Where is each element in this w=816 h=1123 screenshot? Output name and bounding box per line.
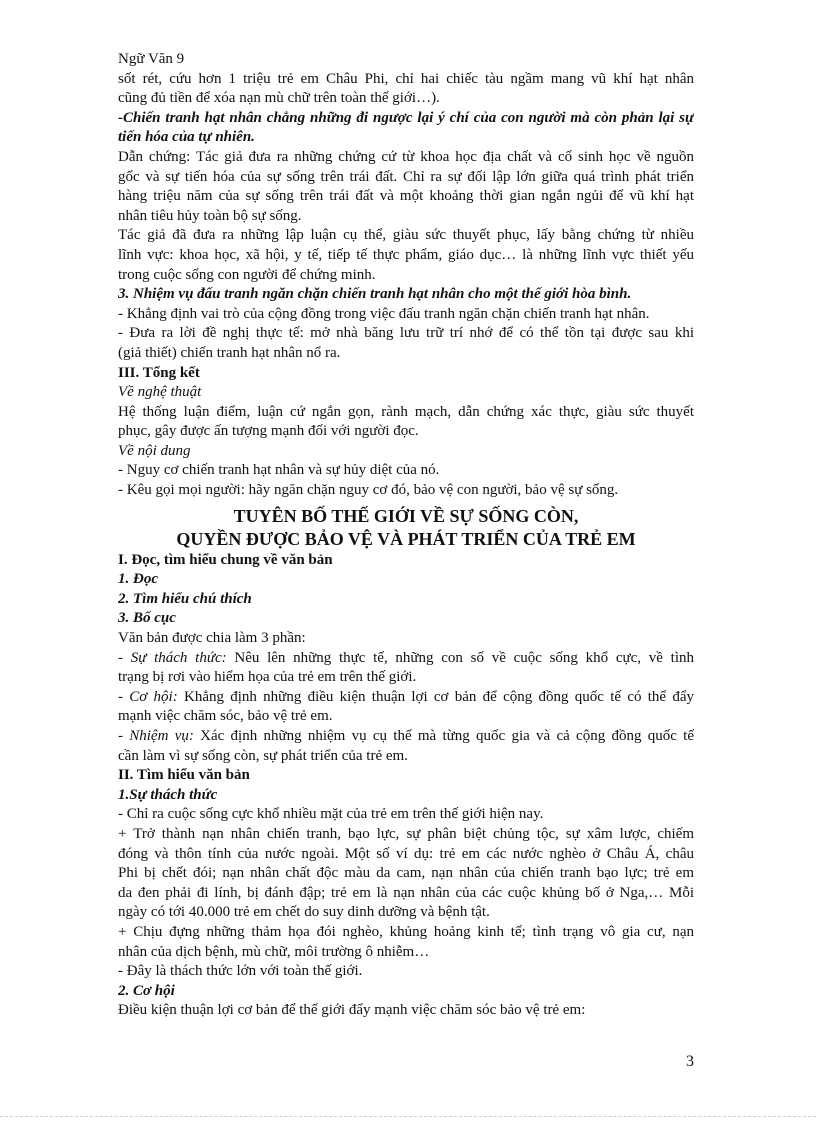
text-line: - Chỉ ra cuộc sống cực khổ nhiều mặt của trẻ em trên thế giới hiện nay. (118, 806, 544, 823)
text-line: cần làm vì sự sống còn, sự phát triển của trẻ em. (118, 747, 408, 764)
text-line: mạnh việc chăm sóc, bảo vệ trẻ em. (118, 708, 333, 725)
section-heading: II. Tìm hiểu văn bản (118, 767, 250, 784)
text-line: - Đây là thách thức lớn với toàn thế giới. (118, 963, 363, 980)
sub-heading: 1.Sự thách thức (118, 786, 218, 803)
running-header: Ngữ Văn 9 (118, 51, 185, 67)
text-line: phục, gây được ấn tượng mạnh đối với người đọc. (118, 423, 419, 440)
text-line: sốt rét, cứu hơn 1 triệu trẻ em Châu Phi, chỉ hai chiếc tàu ngầm mang vũ khí hạt nhân (118, 70, 694, 87)
text-line: đóng và thôn tính của nước ngoài. Một số ví dụ: trẻ em các nước nghèo ở Châu Á, châu (118, 845, 694, 862)
layout-item (118, 688, 694, 708)
text-line: + Chịu đựng những thảm họa đói nghèo, khủng hoảng kinh tế; tình trạng vô gia cư, nạn (118, 923, 694, 940)
text-line: ngày có tới 40.000 trẻ em chết do suy dinh dưỡng và bệnh tật. (118, 904, 490, 921)
layout-item-text: Nêu lên những thực tế, những con số về cuộc sống khổ cực, về tình (226, 649, 694, 666)
sub-label: Về nghệ thuật (118, 384, 202, 401)
sub-label: Về nội dung (118, 442, 191, 459)
text-line: Tác giả đã đưa ra những lập luận cụ thể, giàu sức thuyết phục, lấy bằng chứng từ nhiều (118, 227, 694, 244)
text-line: trong cuộc sống con người để chứng minh. (118, 266, 376, 283)
page-edge-divider (0, 1116, 816, 1117)
layout-item-label: - Nhiệm vụ: (118, 728, 194, 744)
sub-heading: 2. Tìm hiểu chú thích (118, 590, 252, 607)
document-title: TUYÊN BỐ THẾ GIỚI VỀ SỰ SỐNG CÒN, (233, 505, 579, 526)
section-heading: III. Tổng kết (118, 364, 200, 381)
layout-item-text: Xác định những nhiệm vụ cụ thể mà từng quốc gia và cả cộng đồng quốc tế (193, 728, 694, 744)
text-line: Hệ thống luận điểm, luận cứ ngắn gọn, rành mạch, dẫn chứng xác thực, giàu sức thuyết (118, 403, 694, 420)
text-line: nhân của dịch bệnh, mù chữ, môi trường ô nhiễm… (118, 943, 430, 960)
text-line: hàng triệu năm của sự sống trên trái đất và một khoảng thời gian ngắn ngủi để vũ khí hạt (118, 188, 694, 205)
text-line: cũng đủ tiền để xóa nạn mù chữ trên toàn thế giới…). (118, 90, 440, 107)
sub-heading: 2. Cơ hội (118, 982, 175, 999)
text-line: trạng bị rơi vào hiểm họa của trẻ em trên thế giới. (118, 669, 417, 686)
text-line: (giả thiết) chiến tranh hạt nhân nổ ra. (118, 344, 341, 361)
text-line: gốc và sự tiến hóa của sự sống trên trái đất. Chỉ ra sự đối lập lớn giữa quá trình phát triển (118, 168, 694, 185)
text-line: nhân tiêu hủy toàn bộ sự sống. (118, 207, 302, 224)
text-line: Điều kiện thuận lợi cơ bản để thế giới đẩy mạnh việc chăm sóc bảo vệ trẻ em: (118, 1002, 586, 1019)
claim-line: tiến hóa của tự nhiên. (118, 129, 255, 146)
sub-heading: 1. Đọc (118, 571, 158, 588)
text-line: da đen phải đi lính, bị đánh đập; trẻ em là nạn nhân của các cuộc khủng bố ở Nga,… Mỗi (118, 884, 694, 901)
text-line: - Nguy cơ chiến tranh hạt nhân và sự hủy diệt của nó. (118, 462, 440, 479)
layout-item-label: - Sự thách thức: (118, 649, 227, 666)
section-heading: 3. Nhiệm vụ đấu tranh ngăn chặn chiến tranh hạt nhân cho một thế giới hòa bình. (118, 286, 632, 303)
text-line: lĩnh vực: khoa học, xã hội, y tế, tiếp tế thực phẩm, giáo dục… là những lĩnh vực thiết yếu (118, 246, 694, 263)
sub-heading: 3. Bố cục (118, 610, 176, 627)
claim-line: -Chiến tranh hạt nhân chẳng những đi ngược lại ý chí của con người mà còn phản lại sự (118, 109, 694, 126)
text-line: - Đưa ra lời đề nghị thực tế: mở nhà băng lưu trữ trí nhớ để có thể tồn tại được sau khi (118, 325, 694, 342)
document-title: QUYỀN ĐƯỢC BẢO VỆ VÀ PHÁT TRIỂN CỦA TRẺ EM (176, 528, 636, 549)
text-line: + Trở thành nạn nhân chiến tranh, bạo lực, sự phân biệt chủng tộc, sự xâm lược, chiếm (118, 825, 694, 842)
layout-item-label: - Cơ hội: (118, 688, 178, 705)
layout-item (118, 649, 694, 669)
layout-item-text: Khẳng định những điều kiện thuận lợi cơ bản để cộng đồng quốc tế có thể đẩy (177, 688, 694, 705)
document-page (118, 50, 694, 1021)
text-line: - Khẳng định vai trò của cộng đồng trong việc đấu tranh ngăn chặn chiến tranh hạt nhân. (118, 305, 650, 322)
page-number: 3 (686, 1053, 694, 1070)
text-line: Văn bản được chia làm 3 phần: (118, 630, 306, 647)
text-line: - Kêu gọi mọi người: hãy ngăn chặn nguy cơ đó, bảo vệ con người, bảo vệ sự sống. (118, 482, 619, 499)
section-heading: I. Đọc, tìm hiểu chung về văn bản (118, 551, 333, 568)
text-line: Phi bị chết đói; nạn nhân chất độc màu da cam, nạn nhân của chiến tranh bạo lực; trẻ em (118, 865, 694, 882)
text-line: Dẫn chứng: Tác giả đưa ra những chứng cứ từ khoa học địa chất và cổ sinh học về nguồn (118, 148, 694, 165)
layout-item (118, 727, 694, 747)
